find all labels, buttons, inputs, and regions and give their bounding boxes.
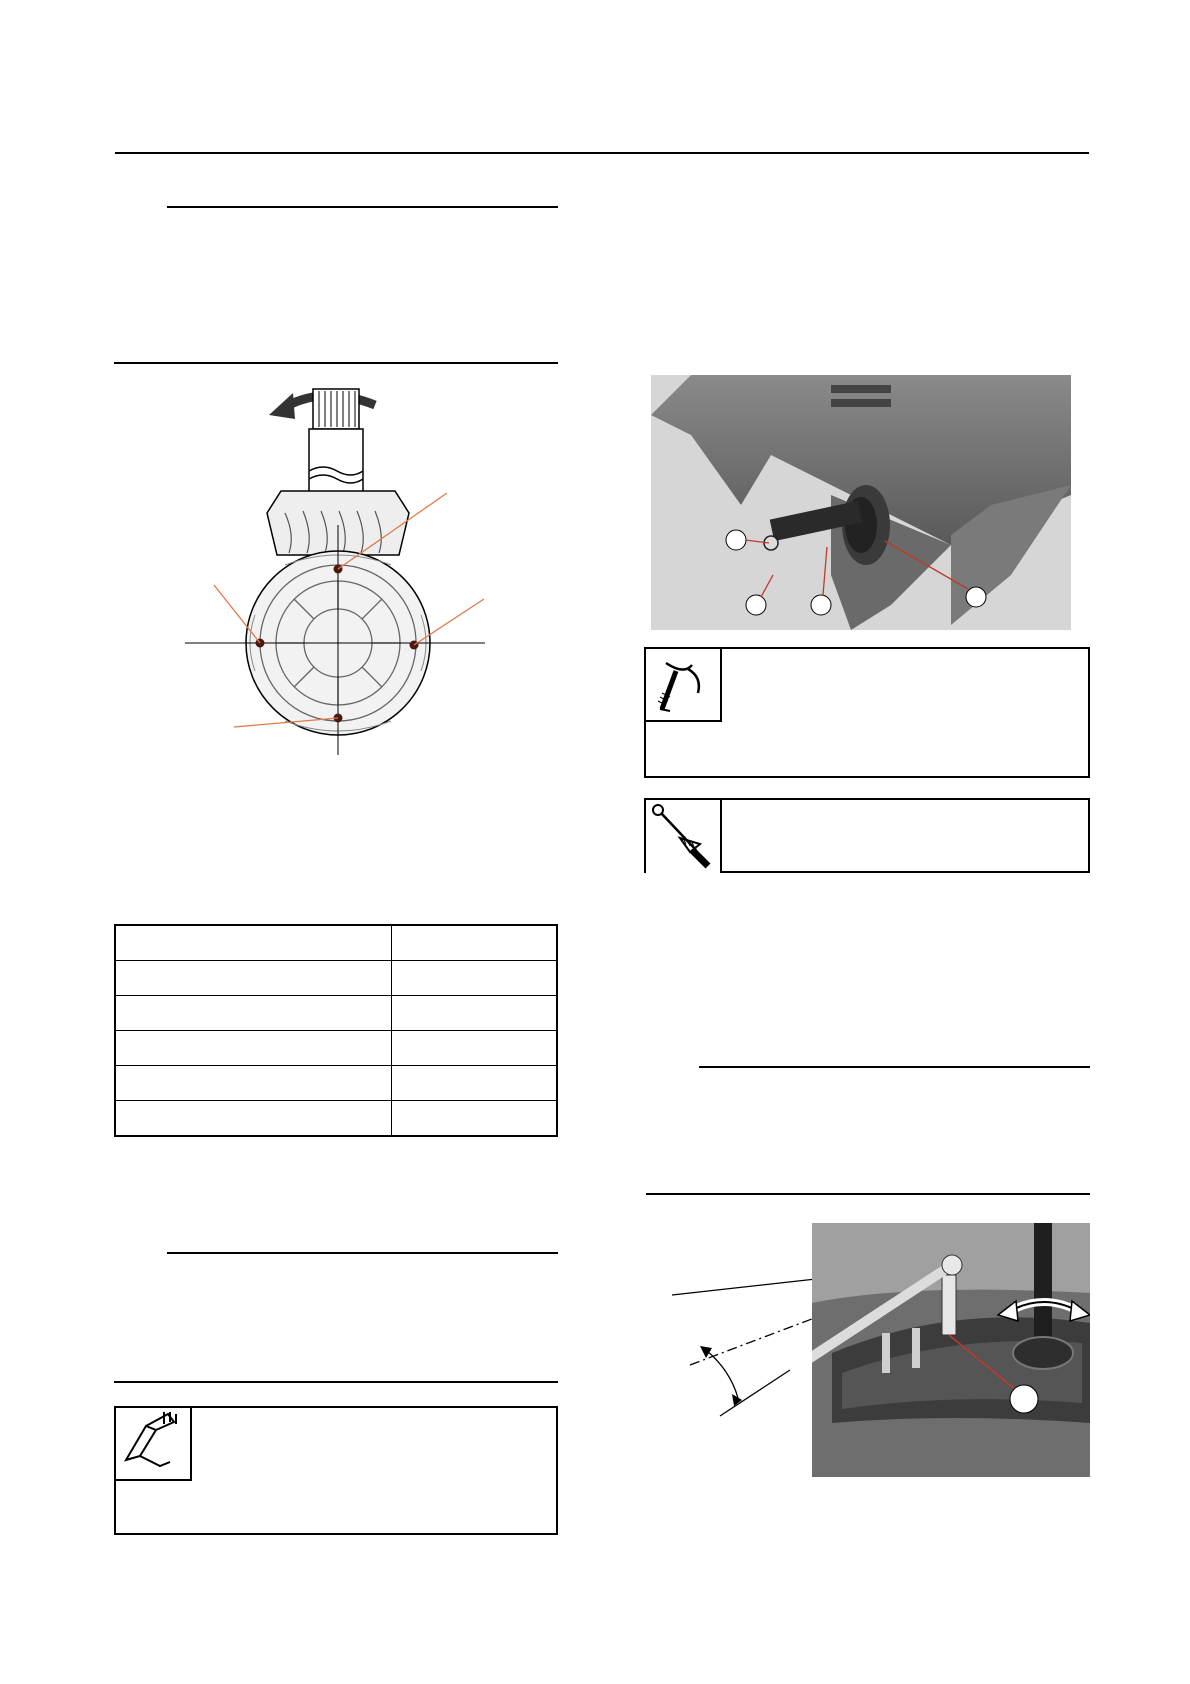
socket-extension	[942, 1275, 956, 1335]
drive-shaft-spline	[313, 389, 359, 429]
table-row	[115, 1031, 557, 1066]
torque-wrench-box	[644, 798, 1090, 873]
table-cell	[392, 925, 558, 961]
table-row	[115, 925, 557, 961]
drive-shaft-photo	[812, 1223, 1090, 1477]
right-section-rule-2	[646, 1193, 1090, 1195]
table-cell	[115, 925, 392, 961]
table-row	[115, 996, 557, 1031]
callout-circle-5	[1010, 1385, 1038, 1413]
table-cell	[392, 1031, 558, 1066]
callout-circle-4	[966, 587, 986, 607]
propeller-shaft-photo	[651, 375, 1071, 630]
left-section-rule-2	[114, 362, 558, 364]
callout-circle-2	[746, 595, 766, 615]
left-section-rule-3	[167, 1252, 558, 1254]
special-tool-box	[644, 647, 1090, 778]
callout-circle-3	[811, 595, 831, 615]
callout-circle-1	[726, 530, 746, 550]
left-section-rule-4	[114, 1381, 558, 1383]
angle-line-lower	[720, 1370, 790, 1416]
table-cell	[392, 961, 558, 996]
drive-shaft-body	[309, 429, 363, 499]
spec-table	[114, 924, 558, 1137]
torque-icon-cell	[646, 800, 722, 873]
table-row	[115, 1066, 557, 1101]
gear-diagram	[185, 385, 495, 760]
table-cell	[115, 1101, 392, 1137]
left-section-rule-1	[167, 206, 558, 208]
special-tool-icon-cell	[646, 649, 722, 722]
rotation-arrow-head	[269, 393, 295, 419]
torque-wrench-icon	[646, 800, 718, 870]
table-cell	[392, 996, 558, 1031]
table-cell	[392, 1066, 558, 1101]
page-header-rule	[115, 152, 1089, 154]
table-cell	[115, 996, 392, 1031]
table-cell	[115, 1066, 392, 1101]
table-row	[115, 1101, 557, 1137]
table-cell	[115, 1031, 392, 1066]
drive-shaft	[1034, 1223, 1052, 1353]
right-section-rule-1	[699, 1066, 1090, 1068]
table-row	[115, 961, 557, 996]
caliper-measurement-icon	[116, 1408, 188, 1478]
measurement-icon-cell	[116, 1408, 192, 1481]
special-tool-puller-icon	[646, 649, 718, 719]
measurement-tool-box	[114, 1406, 558, 1535]
table-cell	[392, 1101, 558, 1137]
table-cell	[115, 961, 392, 996]
